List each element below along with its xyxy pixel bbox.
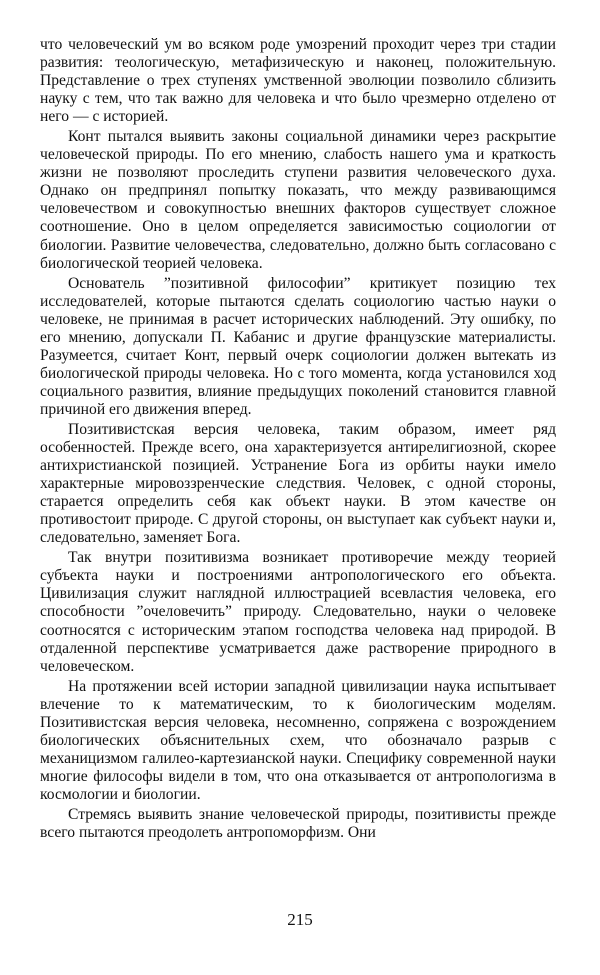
page-number: 215	[287, 910, 313, 929]
paragraph-6: На протяжении всей истории западной цивилизации наука испытывает влечение то к математическим, то к биологическим моделям. Позитивистская версия человека, несомненно, сопряжена с возрождением биологических объяснительных схем, что обозначало разрыв с механицизмом галилео-картезианской науки. Специфику современной науки многие философы видели в том, что она отказывается от антропологизма в космологии и биологии.	[40, 677, 556, 803]
page-body	[40, 36, 556, 844]
paragraph-2: Конт пытался выявить законы социальной динамики через раскрытие человеческой природы. По его мнению, слабость нашего ума и краткость жизни не позволяют проследить ступени развития человеческого духа. Однако он предпринял попытку показать, что между развивающимся человечеством и совокупностью внешних факторов существует сложное соотношение. Оно в целом определяется зависимостью социологии от биологии. Развитие человечества, следовательно, должно быть согласовано с биологической теорией человека.	[40, 128, 556, 272]
paragraph-7: Стремясь выявить знание человеческой природы, позитивисты прежде всего пытаются преодолеть антропоморфизм. Они	[40, 805, 556, 842]
paragraph-5: Так внутри позитивизма возникает противоречие между теорией субъекта науки и построениями антропологического его объекта. Цивилизация служит наглядной иллюстрацией всевластия человека, его способности ”очеловечить” природу. Следовательно, науки о человеке соотносятся с историческим этапом господства человека над природой. В отдаленной перспективе усматривается даже растворение природного в человеческом.	[40, 549, 556, 675]
paragraph-4: Позитивистская версия человека, таким образом, имеет ряд особенностей. Прежде всего, она характеризуется антирелигиозной, скорее антихристианской позицией. Устранение Бога из орбиты науки имело характерные мировоззренческие следствия. Человек, с одной стороны, старается определить себя как объект науки. В этом качестве он противостоит природе. С другой стороны, он выступает как субъект науки и, следовательно, заменяет Бога.	[40, 420, 556, 547]
paragraph-1: что человеческий ум во всяком роде умозрений проходит через три стадии развития: теологическую, метафизическую и наконец, положительную. Представление о трех ступенях умственной эволюции позволило сблизить науку с тем, что так важно для человека и что было чрезмерно отделено от него — с историей.	[40, 36, 556, 126]
paragraph-3: Основатель ”позитивной философии” критикует позицию тех исследователей, которые пытаются сделать социологию частью науки о человеке, не принимая в расчет исторических наблюдений. Эту ошибку, по его мнению, допускали П. Кабанис и другие французские материалисты. Разумеется, считает Конт, первый очерк социологии должен вытекать из биологической природы человека. Но с того момента, когда установился ход социального развития, влияние предыдущих поколений становится главной причиной его движения вперед.	[40, 274, 556, 418]
